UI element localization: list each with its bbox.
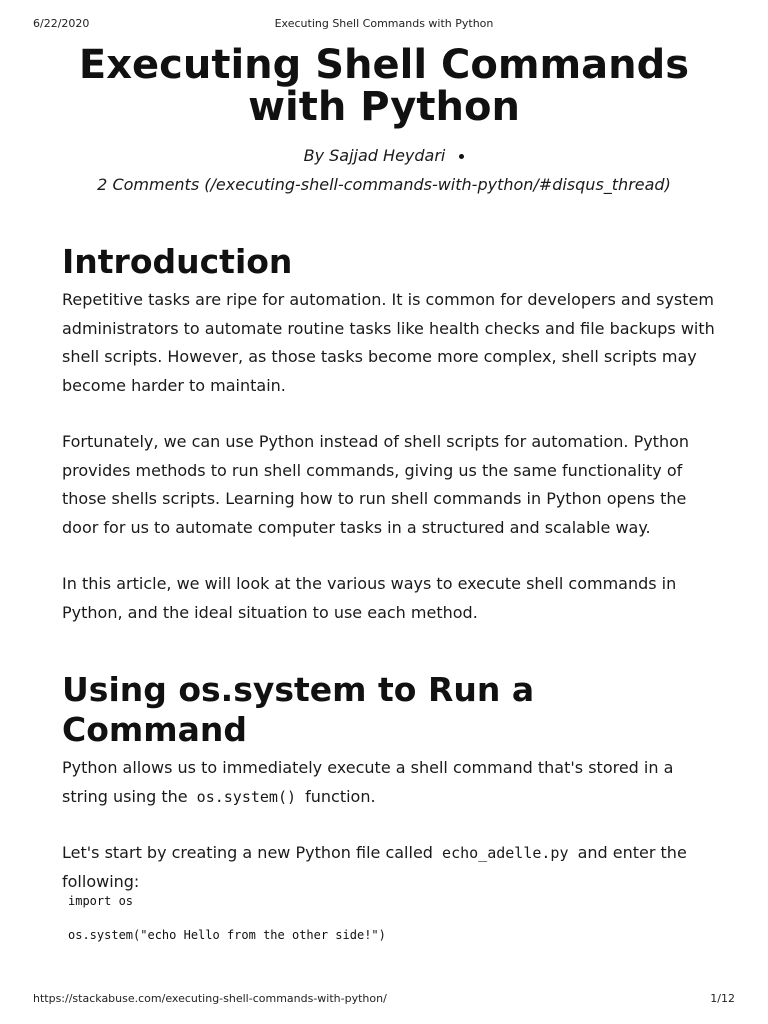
section-os-system bbox=[62, 670, 722, 896]
separator-dot-icon bbox=[459, 154, 464, 159]
paragraph: Repetitive tasks are ripe for automation. It is common for developers and system administrators to automate routine tasks like health checks and file backups with shell scripts. However, as those tasks become more complex, shell scripts may become harder to maintain. bbox=[62, 290, 715, 395]
print-footer bbox=[0, 992, 768, 1006]
paragraph-text: function. bbox=[305, 786, 376, 806]
paragraph-text: and enter the following: bbox=[62, 843, 687, 891]
paragraph: In this article, we will look at the various ways to execute shell commands in Python, and the ideal situation to use each method. bbox=[62, 574, 677, 622]
paragraph-text: Let's start by creating a new Python file called bbox=[62, 843, 433, 862]
page-url: https://stackabuse.com/executing-shell-commands-with-python/ bbox=[33, 992, 387, 1005]
print-page-title: Executing Shell Commands with Python bbox=[274, 17, 494, 30]
article-title-line1: Executing Shell Commands bbox=[78, 42, 690, 88]
print-header bbox=[0, 17, 768, 31]
article-title bbox=[0, 44, 768, 128]
paragraph bbox=[62, 754, 722, 811]
section-heading: Introduction bbox=[62, 242, 293, 281]
paragraph: Fortunately, we can use Python instead of shell scripts for automation. Python provides methods to run shell commands, giving us the same functionality of those shells scripts. Learning how to run shell commands in Python opens the door for us to automate computer tasks in a structured and scalable way. bbox=[62, 432, 690, 537]
author-link[interactable]: By Sajjad Heydari bbox=[303, 146, 446, 165]
print-date: 6/22/2020 bbox=[33, 17, 90, 30]
inline-code: os.system() bbox=[196, 787, 297, 806]
paragraph-text: Python allows us to immediately execute a shell command that's stored in a string using the bbox=[62, 758, 674, 806]
comments-link[interactable]: 2 Comments (/executing-shell-commands-with-python/#disqus_thread) bbox=[97, 175, 671, 194]
inline-code: echo_adelle.py bbox=[442, 844, 569, 862]
code-line: os.system("echo Hello from the other side!") bbox=[68, 928, 386, 942]
byline bbox=[0, 146, 768, 165]
page-number: 1/12 bbox=[710, 992, 735, 1005]
code-line: import os bbox=[68, 894, 134, 908]
article-title-line2: with Python bbox=[248, 84, 520, 130]
section-introduction bbox=[62, 242, 722, 627]
section-heading: Using os.system to Run a Command bbox=[62, 670, 535, 749]
paragraph bbox=[62, 839, 722, 896]
